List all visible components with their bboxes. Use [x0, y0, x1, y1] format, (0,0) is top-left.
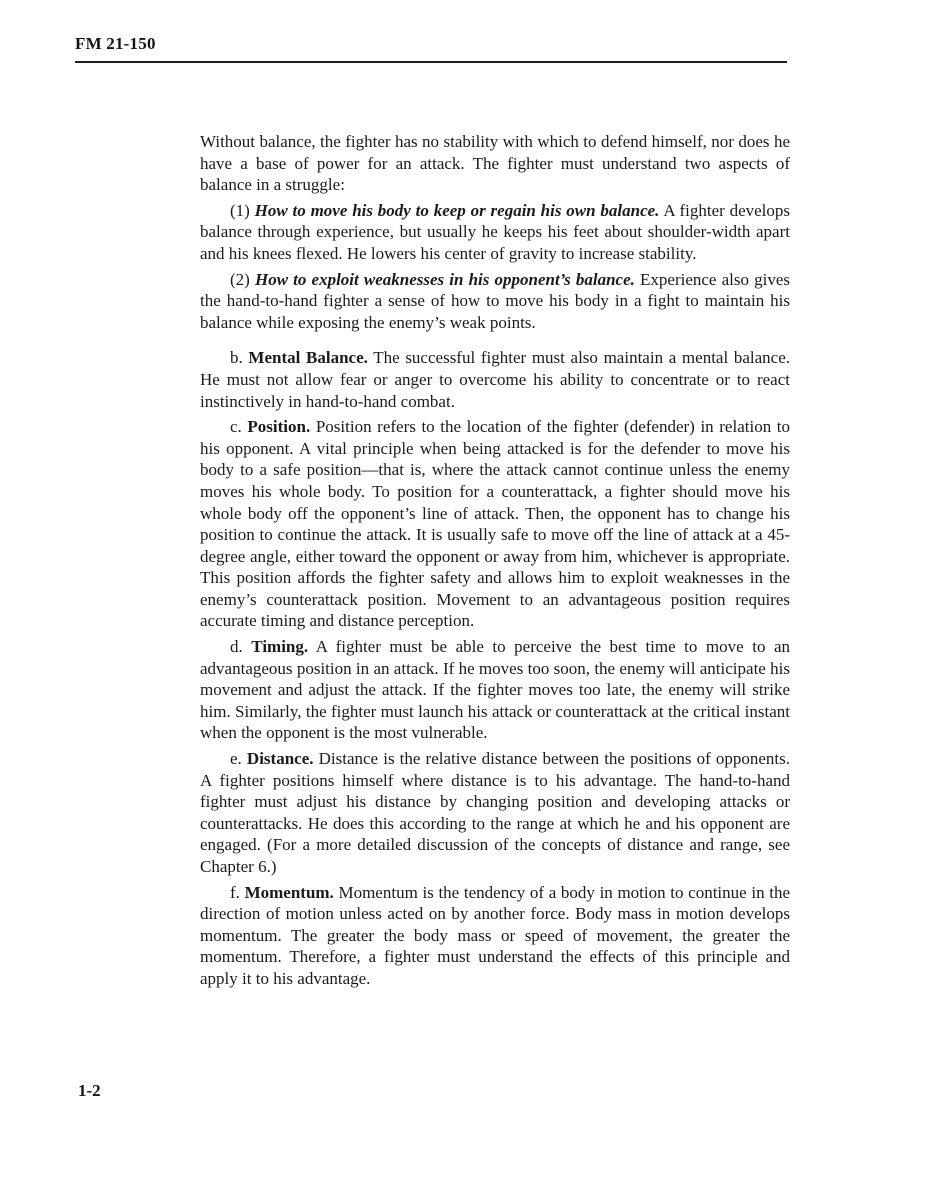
- paragraph-f: [200, 882, 790, 990]
- paragraph-label: d.: [230, 637, 243, 657]
- paragraph-label: (1): [230, 200, 250, 220]
- paragraph-lead: Mental Balance.: [248, 348, 368, 368]
- header-rule: [75, 61, 787, 63]
- paragraph-label: e.: [230, 749, 242, 769]
- page-number: 1-2: [78, 1081, 101, 1100]
- paragraph-text: Position refers to the location of the fighter (defender) in relation to his opponent. A vital principle when being attacked is for the defender to move his body to a safe position—that is, where the attack cannot continue unless the enemy moves his whole body. To position for a counterattack, a fighter should move his whole body off the opponent’s line of attack. Then, the opponent has to change his position to continue the attack. It is usually safe to move off the line of attack at a 45-degree angle, either toward the opponent or away from him, whichever is appropriate. This position affords the fighter safety and allows him to exploit weaknesses in the enemy’s counterattack position. Movement to an advantageous position requires accurate timing and distance perception.: [200, 417, 791, 631]
- paragraph-label: (2): [230, 269, 250, 289]
- paragraph-intro: [200, 131, 790, 196]
- paragraph-text: Momentum is the tendency of a body in motion to continue in the direction of motion unless acted on by another force. Body mass in motion develops momentum. The greater the body mass or speed of movement, the greater the momentum. Therefore, a fighter must understand the effects of this principle and apply it to his advantage.: [200, 882, 790, 988]
- paragraph-text: Experience also gives the hand-to-hand fighter a sense of how to move his body in a fight to maintain his balance while exposing the enemy’s weak points.: [200, 269, 791, 332]
- paragraph-lead: Position.: [247, 417, 311, 437]
- paragraph-lead: How to move his body to keep or regain his own balance.: [254, 200, 660, 220]
- paragraph-lead: Momentum.: [244, 882, 334, 902]
- paragraph-text: Distance is the relative distance between the positions of opponents. A fighter positions himself where distance is to his advantage. The hand-to-hand fighter must adjust his distance by changing position and developing attacks or counterattacks. He does this according to the range at which he and his opponent are engaged. (For a more detailed discussion of the concepts of distance and range, see Chapter 6.): [200, 749, 791, 876]
- paragraph-text: A fighter develops balance through experience, but usually he keeps his feet about shoulder-width apart and his knees flexed. He lowers his center of gravity to increase stability.: [200, 200, 791, 263]
- paragraph-e: [200, 748, 790, 878]
- paragraph-text: The successful fighter must also maintain a mental balance. He must not allow fear or anger to overcome his ability to concentrate or to react instinctively in hand-to-hand combat.: [200, 348, 790, 411]
- paragraph-label: c.: [230, 417, 242, 437]
- running-head: FM 21-150: [75, 34, 156, 53]
- paragraph-2: [200, 269, 790, 334]
- body-text: [200, 131, 790, 990]
- paragraph-text: Without balance, the fighter has no stability with which to defend himself, nor does he have a base of power for an attack. The fighter must understand two aspects of balance in a struggle:: [200, 132, 790, 195]
- paragraph-1: [200, 200, 790, 265]
- paragraph-lead: Timing.: [251, 637, 309, 657]
- paragraph-text: A fighter must be able to perceive the best time to move to an advantageous position in an attack. If he moves too soon, the enemy will anticipate his movement and adjust the attack. If the fighter moves too late, the enemy will strike him. Similarly, the fighter must launch his attack or counterattack at the critical instant when the opponent is the most vulnerable.: [200, 637, 791, 743]
- paragraph-b: [200, 347, 790, 412]
- paragraph-d: [200, 636, 790, 744]
- paragraph-c: [200, 416, 790, 632]
- paragraph-label: f.: [230, 882, 240, 902]
- paragraph-lead: How to exploit weaknesses in his opponent’s balance.: [254, 269, 635, 289]
- paragraph-lead: Distance.: [246, 749, 314, 769]
- paragraph-label: b.: [230, 348, 243, 368]
